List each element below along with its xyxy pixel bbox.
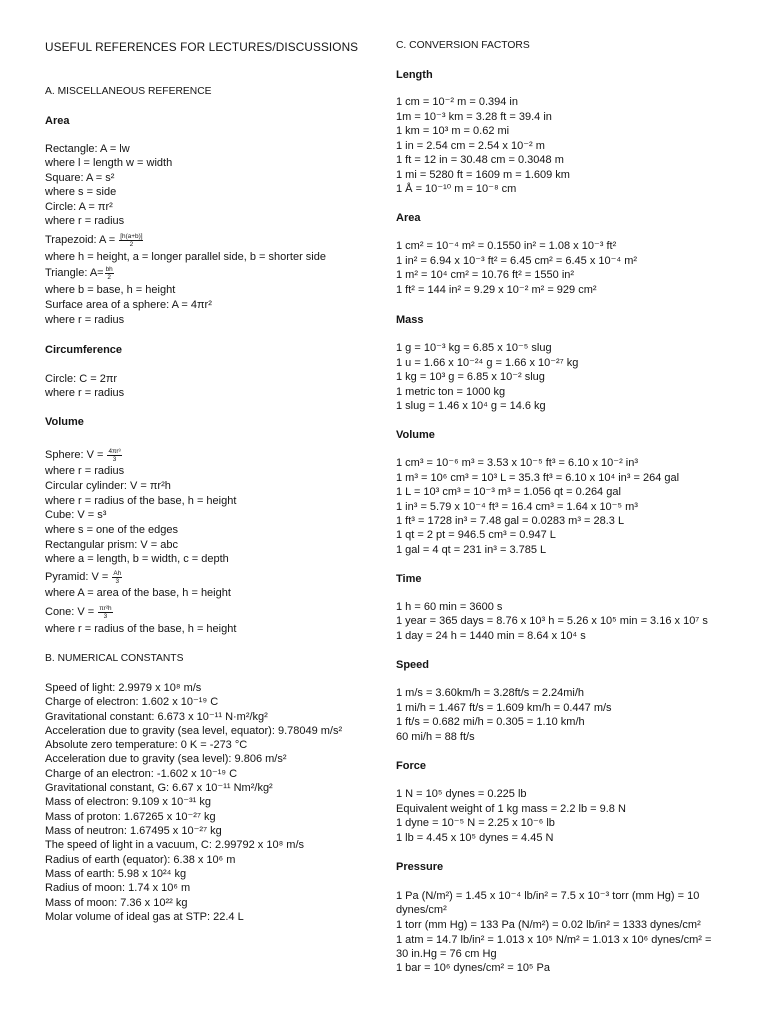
subheading-mass: Mass (396, 314, 424, 326)
mass-conversion-line: 1 kg = 10³ g = 6.85 x 10⁻² slug (396, 371, 545, 383)
constant-line: Mass of electron: 9.109 x 10⁻³¹ kg (45, 796, 211, 808)
fraction (112, 570, 122, 585)
mass-conversion-line: 1 u = 1.66 x 10⁻²⁴ g = 1.66 x 10⁻²⁷ kg (396, 357, 579, 369)
fraction-denominator: 2 (105, 273, 114, 281)
fraction-denominator: 3 (112, 577, 122, 585)
fraction-denominator: 3 (98, 612, 112, 620)
pressure-conversion-line: 1 Pa (N/m²) = 1.45 x 10⁻⁴ lb/in² = 7.5 x 10⁻³ torr (mm Hg) = 10 (396, 890, 700, 902)
fraction-numerator: [h(a+b)] (120, 232, 143, 240)
formula-prefix: Pyramid: V = (45, 571, 112, 583)
formula-variable-note: where a = length, b = width, c = depth (45, 553, 229, 565)
triangle-area-formula (45, 265, 114, 281)
length-conversion-line: 1 mi = 5280 ft = 1609 m = 1.609 km (396, 169, 570, 181)
circle-area-formula: Circle: A = πr² (45, 201, 113, 213)
fraction (107, 448, 121, 463)
fraction-denominator: 3 (107, 455, 121, 463)
formula-variable-note: where r = radius (45, 314, 125, 326)
mass-conversion-line: 1 g = 10⁻³ kg = 6.85 x 10⁻⁵ slug (396, 342, 552, 354)
speed-conversion-line: 1 mi/h = 1.467 ft/s = 1.609 km/h = 0.447 m/s (396, 702, 612, 714)
rectangle-area-formula: Rectangle: A = lw (45, 143, 130, 155)
formula-variable-note: where A = area of the base, h = height (45, 587, 231, 599)
length-conversion-line: 1 cm = 10⁻² m = 0.394 in (396, 96, 518, 108)
formula-variable-note: where r = radius of the base, h = height (45, 623, 237, 635)
subheading-circumference: Circumference (45, 344, 123, 356)
fraction (98, 605, 112, 620)
prism-volume-formula: Rectangular prism: V = abc (45, 539, 178, 551)
volume-conversion-line: 1 m³ = 10⁶ cm³ = 10³ L = 35.3 ft³ = 6.10 x 10⁴ in³ = 264 gal (396, 472, 680, 484)
constant-line: Acceleration due to gravity (sea level, equator): 9.78049 m/s² (45, 725, 343, 737)
formula-variable-note: where b = base, h = height (45, 284, 176, 296)
area-conversion-line: 1 ft² = 144 in² = 9.29 x 10⁻² m² = 929 cm² (396, 284, 597, 296)
formula-prefix: Cone: V = (45, 606, 98, 618)
constant-line: Mass of earth: 5.98 x 10²⁴ kg (45, 868, 187, 880)
area-conversion-line: 1 cm² = 10⁻⁴ m² = 0.1550 in² = 1.08 x 10⁻³ ft² (396, 240, 617, 252)
constant-line: Charge of an electron: -1.602 x 10⁻¹⁹ C (45, 768, 238, 780)
constant-line: Mass of proton: 1.67265 x 10⁻²⁷ kg (45, 811, 216, 823)
constant-line: Radius of earth (equator): 6.38 x 10⁶ m (45, 854, 236, 866)
cone-volume-formula (45, 604, 113, 620)
fraction-numerator: 4πr³ (108, 447, 121, 455)
constant-line: Mass of neutron: 1.67495 x 10⁻²⁷ kg (45, 825, 222, 837)
mass-conversion-line: 1 metric ton = 1000 kg (396, 386, 506, 398)
pressure-conversion-line: 1 torr (mm Hg) = 133 Pa (N/m²) = 0.02 lb/in² = 1333 dynes/cm² (396, 919, 701, 931)
subheading-pressure: Pressure (396, 861, 444, 873)
constant-line: Molar volume of ideal gas at STP: 22.4 L (45, 911, 244, 923)
force-conversion-line: 1 dyne = 10⁻⁵ N = 2.25 x 10⁻⁶ lb (396, 817, 555, 829)
length-conversion-line: 1 Å = 10⁻¹⁰ m = 10⁻⁸ cm (396, 183, 517, 195)
speed-conversion-line: 1 m/s = 3.60km/h = 3.28ft/s = 2.24mi/h (396, 687, 585, 699)
fraction-numerator: πr²h (99, 604, 112, 612)
pressure-conversion-line: 30 in.Hg = 76 cm Hg (396, 948, 497, 960)
length-conversion-line: 1 in = 2.54 cm = 2.54 x 10⁻² m (396, 140, 545, 152)
constant-line: Acceleration due to gravity (sea level): 9.806 m/s² (45, 753, 287, 765)
time-conversion-line: 1 h = 60 min = 3600 s (396, 601, 503, 613)
section-heading-conversions: C. CONVERSION FACTORS (396, 40, 530, 51)
length-conversion-line: 1m = 10⁻³ km = 3.28 ft = 39.4 in (396, 111, 552, 123)
length-conversion-line: 1 km = 10³ m = 0.62 mi (396, 125, 510, 137)
constant-line: Absolute zero temperature: 0 K = -273 °C (45, 739, 248, 751)
sphere-volume-formula (45, 447, 122, 463)
speed-conversion-line: 60 mi/h = 88 ft/s (396, 731, 475, 743)
formula-prefix: Sphere: V = (45, 449, 107, 461)
fraction-denominator: 2 (119, 240, 143, 248)
pyramid-volume-formula (45, 569, 122, 585)
subheading-time: Time (396, 573, 422, 585)
formula-variable-note: where r = radius (45, 215, 125, 227)
subheading-length: Length (396, 69, 433, 81)
fraction (119, 233, 143, 248)
volume-conversion-line: 1 ft³ = 1728 in³ = 7.48 gal = 0.0283 m³ = 28.3 L (396, 515, 625, 527)
time-conversion-line: 1 day = 24 h = 1440 min = 8.64 x 10⁴ s (396, 630, 586, 642)
section-heading-constants: B. NUMERICAL CONSTANTS (45, 653, 184, 664)
formula-variable-note: where r = radius (45, 387, 125, 399)
fraction (105, 266, 114, 281)
constant-line: Gravitational constant, G: 6.67 x 10⁻¹¹ Nm²/kg² (45, 782, 273, 794)
area-conversion-line: 1 in² = 6.94 x 10⁻³ ft² = 6.45 cm² = 6.45 x 10⁻⁴ m² (396, 255, 638, 267)
constant-line: The speed of light in a vacuum, C: 2.99792 x 10⁸ m/s (45, 839, 305, 851)
force-conversion-line: 1 lb = 4.45 x 10⁵ dynes = 4.45 N (396, 832, 554, 844)
constant-line: Mass of moon: 7.36 x 10²² kg (45, 897, 188, 909)
volume-conversion-line: 1 in³ = 5.79 x 10⁻⁴ ft³ = 16.4 cm³ = 1.64 x 10⁻⁵ m³ (396, 501, 638, 513)
document-title: USEFUL REFERENCES FOR LECTURES/DISCUSSIONS (45, 40, 359, 54)
speed-conversion-line: 1 ft/s = 0.682 mi/h = 0.305 = 1.10 km/h (396, 716, 585, 728)
volume-conversion-line: 1 L = 10³ cm³ = 10⁻³ m³ = 1.056 qt = 0.264 gal (396, 486, 621, 498)
mass-conversion-line: 1 slug = 1.46 x 10⁴ g = 14.6 kg (396, 400, 546, 412)
formula-variable-note: where h = height, a = longer parallel side, b = shorter side (45, 251, 326, 263)
force-conversion-line: Equivalent weight of 1 kg mass = 2.2 lb = 9.8 N (396, 803, 626, 815)
formula-variable-note: where s = side (45, 186, 117, 198)
cube-volume-formula: Cube: V = s³ (45, 509, 107, 521)
cylinder-volume-formula: Circular cylinder: V = πr²h (45, 480, 171, 492)
fraction-numerator: bh (105, 265, 113, 273)
volume-conversion-line: 1 gal = 4 qt = 231 in³ = 3.785 L (396, 544, 547, 556)
constant-line: Gravitational constant: 6.673 x 10⁻¹¹ N·m²/kg² (45, 711, 268, 723)
length-conversion-line: 1 ft = 12 in = 30.48 cm = 0.3048 m (396, 154, 564, 166)
subheading-area: Area (45, 115, 70, 127)
trapezoid-area-formula (45, 232, 143, 248)
fraction-numerator: Ah (113, 569, 122, 577)
constant-line: Radius of moon: 1.74 x 10⁶ m (45, 882, 191, 894)
force-conversion-line: 1 N = 10⁵ dynes = 0.225 lb (396, 788, 527, 800)
volume-conversion-line: 1 cm³ = 10⁻⁶ m³ = 3.53 x 10⁻⁵ ft³ = 6.10 x 10⁻² in³ (396, 457, 639, 469)
formula-variable-note: where l = length w = width (45, 157, 173, 169)
subheading-volume-conversion: Volume (396, 429, 435, 441)
time-conversion-line: 1 year = 365 days = 8.76 x 10³ h = 5.26 x 10⁵ min = 3.16 x 10⁷ s (396, 615, 708, 627)
circle-circumference-formula: Circle: C = 2πr (45, 373, 118, 385)
section-heading-miscellaneous: A. MISCELLANEOUS REFERENCE (45, 86, 212, 97)
square-area-formula: Square: A = s² (45, 172, 115, 184)
formula-variable-note: where r = radius of the base, h = height (45, 495, 237, 507)
subheading-area-conversion: Area (396, 212, 421, 224)
subheading-force: Force (396, 760, 426, 772)
sphere-surface-area-formula: Surface area of a sphere: A = 4πr² (45, 299, 212, 311)
subheading-volume: Volume (45, 416, 84, 428)
subheading-speed: Speed (396, 659, 430, 671)
pressure-conversion-line: 1 bar = 10⁶ dynes/cm² = 10⁵ Pa (396, 962, 551, 974)
volume-conversion-line: 1 qt = 2 pt = 946.5 cm³ = 0.947 L (396, 529, 556, 541)
area-conversion-line: 1 m² = 10⁴ cm² = 10.76 ft² = 1550 in² (396, 269, 575, 281)
constant-line: Charge of electron: 1.602 x 10⁻¹⁹ C (45, 696, 219, 708)
constant-line: Speed of light: 2.9979 x 10⁸ m/s (45, 682, 202, 694)
formula-variable-note: where r = radius (45, 465, 125, 477)
formula-prefix: Triangle: A= (45, 267, 104, 279)
pressure-conversion-line: dynes/cm² (396, 904, 447, 916)
pressure-conversion-line: 1 atm = 14.7 lb/in² = 1.013 x 10⁵ N/m² = 1.013 x 10⁶ dynes/cm² = (396, 934, 712, 946)
formula-prefix: Trapezoid: A = (45, 234, 119, 246)
formula-variable-note: where s = one of the edges (45, 524, 179, 536)
